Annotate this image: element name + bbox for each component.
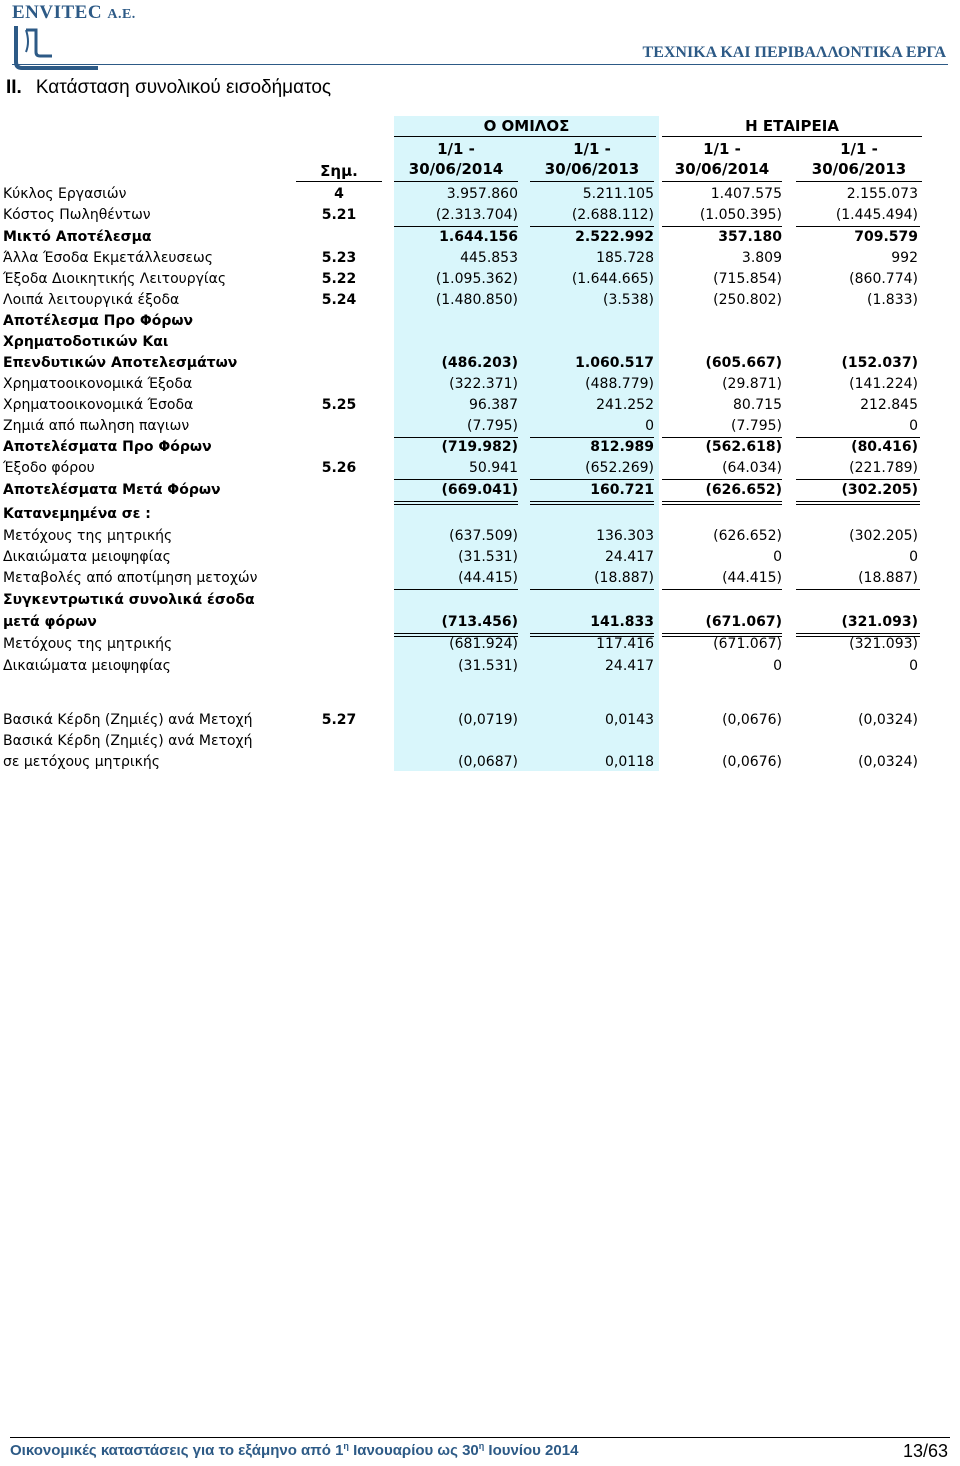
table-row (0, 710, 960, 731)
document-category: ΤΕΧΝΙΚΑ ΚΑΙ ΠΕΡΙΒΑΛΛΟΝΤΙΚΑ ΕΡΓΑ (642, 44, 946, 61)
row-value: (44.415) (722, 570, 782, 586)
row-label: Χρηματοοικονομικά Έξοδα (3, 376, 193, 392)
column-header (530, 139, 654, 179)
row-value: (0,0324) (858, 712, 918, 728)
row-value: (488.779) (585, 376, 654, 392)
column-header-line2: 30/06/2014 (408, 160, 504, 178)
row-value: (64.034) (722, 460, 782, 476)
row-value: (31.531) (458, 549, 518, 565)
row-label: Χρηματοδοτικών Και (3, 334, 169, 350)
row-value: (250.802) (713, 292, 782, 308)
row-value: 992 (891, 250, 918, 266)
column-header-line1: 1/1 - (840, 140, 878, 158)
row-value: (302.205) (841, 482, 918, 498)
row-value: (860.774) (849, 271, 918, 287)
row-value: (322.371) (449, 376, 518, 392)
row-value: (7.795) (730, 418, 782, 434)
table-row (0, 547, 960, 568)
row-note: 5.21 (321, 207, 357, 223)
row-value: (669.041) (441, 482, 518, 498)
table-row (0, 731, 960, 752)
section-number: II. (6, 77, 22, 98)
row-value: (1.480.850) (435, 292, 518, 308)
column-header-underline (530, 181, 654, 182)
row-label: Δικαιώματα μειοψηφίας (3, 658, 171, 674)
row-label: Λοιπά λειτουργικά έξοδα (3, 292, 180, 308)
row-label: σε μετόχους μητρικής (3, 754, 160, 770)
row-value: (3.538) (602, 292, 654, 308)
table-row (0, 248, 960, 269)
note-column-header: Σημ. (320, 162, 358, 180)
row-value: (671.067) (705, 614, 782, 630)
note-header-underline (296, 181, 382, 182)
row-value: 0,0118 (605, 754, 654, 770)
row-label: Αποτελέσματα Μετά Φόρων (3, 482, 221, 498)
row-value: 80.715 (733, 397, 782, 413)
group-header-underline (394, 136, 656, 137)
row-value: 50.941 (469, 460, 518, 476)
column-header-line2: 30/06/2014 (674, 160, 770, 178)
row-value: (0,0687) (458, 754, 518, 770)
footer-text: Οικονομικές καταστάσεις για το εξάμηνο από 1 (10, 1442, 344, 1459)
row-value: (719.982) (441, 439, 518, 455)
column-header (394, 139, 518, 179)
row-value: 357.180 (718, 229, 782, 245)
row-label: Μετόχους της μητρικής (3, 528, 173, 544)
row-value: (18.887) (858, 570, 918, 586)
table-row (0, 374, 960, 395)
row-label: Κατανεμημένα σε : (3, 506, 151, 522)
row-value: (2.313.704) (435, 207, 518, 223)
row-value: 241.252 (596, 397, 654, 413)
column-header-underline (796, 181, 922, 182)
row-value: (562.618) (705, 439, 782, 455)
table-row (0, 458, 960, 479)
row-value: (626.652) (713, 528, 782, 544)
row-value: 0 (909, 418, 918, 434)
row-value: 24.417 (605, 549, 654, 565)
row-value: 141.833 (590, 614, 654, 630)
table-row (0, 568, 960, 589)
row-value: (2.688.112) (571, 207, 654, 223)
row-value: (31.531) (458, 658, 518, 674)
row-value: (44.415) (458, 570, 518, 586)
row-value: 1.407.575 (710, 186, 782, 202)
row-value: (80.416) (851, 439, 918, 455)
row-value: (1.050.395) (699, 207, 782, 223)
table-row (0, 416, 960, 437)
company-name (12, 2, 136, 24)
row-value: (0,0676) (722, 754, 782, 770)
row-value: 96.387 (469, 397, 518, 413)
row-label: Έξοδα Διοικητικής Λειτουργίας (3, 271, 227, 287)
row-value: 0 (909, 549, 918, 565)
row-value: (1.095.362) (435, 271, 518, 287)
column-header-line2: 30/06/2013 (811, 160, 907, 178)
row-label: Συγκεντρωτικά συνολικά έσοδα (3, 592, 255, 608)
row-value: (29.871) (722, 376, 782, 392)
row-note: 5.27 (321, 712, 357, 728)
row-label: Χρηματοοικονομικά Έσοδα (3, 397, 194, 413)
row-label: Κύκλος Εργασιών (3, 186, 127, 202)
row-value: 1.060.517 (575, 355, 654, 371)
column-header-line1: 1/1 - (573, 140, 611, 158)
table-row (0, 269, 960, 290)
footer-superscript: η (478, 1441, 485, 1451)
column-header-underline (394, 181, 518, 182)
row-value: (713.456) (441, 614, 518, 630)
table-row (0, 205, 960, 226)
group-header-underline (662, 136, 922, 137)
row-value: 2.522.992 (575, 229, 654, 245)
footer-title (10, 1441, 578, 1459)
table-row (0, 184, 960, 205)
row-value: (671.067) (713, 636, 782, 652)
row-value: 136.303 (596, 528, 654, 544)
row-label: Μετόχους της μητρικής (3, 636, 173, 652)
total-underline (796, 501, 920, 502)
page-number: 13/63 (902, 1441, 948, 1461)
row-value: 1.644.156 (439, 229, 518, 245)
row-note: 5.24 (321, 292, 357, 308)
footer-divider (10, 1437, 950, 1438)
row-value: 445.853 (460, 250, 518, 266)
row-value: 0 (645, 418, 654, 434)
row-label: Ζημιά από πωληση παγιων (3, 418, 190, 434)
table-row (0, 612, 960, 633)
row-value: 0,0143 (605, 712, 654, 728)
row-value: (626.652) (705, 482, 782, 498)
row-value: (1.644.665) (571, 271, 654, 287)
column-header-line1: 1/1 - (703, 140, 741, 158)
section-title-text: Κατάσταση συνολικού εισοδήματος (35, 77, 332, 98)
row-value: (141.224) (849, 376, 918, 392)
row-value: (715.854) (713, 271, 782, 287)
table-row (0, 752, 960, 773)
company-name-text: ENVITEC (12, 2, 103, 23)
total-underline (530, 501, 654, 502)
row-note: 4 (334, 186, 344, 202)
column-header-underline (662, 181, 782, 182)
column-header (796, 139, 922, 179)
table-row (0, 227, 960, 248)
row-value: (18.887) (594, 570, 654, 586)
row-label: μετά φόρων (3, 614, 97, 630)
row-value: 3.957.860 (446, 186, 518, 202)
row-value: (7.795) (466, 418, 518, 434)
row-value: (652.269) (585, 460, 654, 476)
row-value: 185.728 (596, 250, 654, 266)
column-header (662, 139, 782, 179)
group-header-company: Η ΕΤΑΙΡΕΙΑ (745, 117, 839, 135)
table-row (0, 480, 960, 501)
row-label: Αποτελέσματα Προ Φόρων (3, 439, 212, 455)
row-value: (321.093) (849, 636, 918, 652)
row-label: Δικαιώματα μειοψηφίας (3, 549, 171, 565)
table-row (0, 353, 960, 374)
row-value: 0 (773, 658, 782, 674)
row-value: 24.417 (605, 658, 654, 674)
row-value: (605.667) (705, 355, 782, 371)
row-value: 0 (909, 658, 918, 674)
row-value: 212.845 (860, 397, 918, 413)
row-value: 3.809 (741, 250, 782, 266)
table-row (0, 437, 960, 458)
row-label: Μεταβολές από αποτίμηση μετοχών (3, 570, 258, 586)
column-header-line2: 30/06/2013 (544, 160, 640, 178)
row-value: (681.924) (449, 636, 518, 652)
table-row (0, 590, 960, 611)
table-row (0, 395, 960, 416)
row-value: (321.093) (841, 614, 918, 630)
row-value: 2.155.073 (846, 186, 918, 202)
row-label: Βασικά Κέρδη (Ζημιές) ανά Μετοχή (3, 712, 253, 728)
row-value: (0,0324) (858, 754, 918, 770)
row-note: 5.26 (321, 460, 357, 476)
row-value: (486.203) (441, 355, 518, 371)
row-value: (0,0719) (458, 712, 518, 728)
table-row (0, 311, 960, 332)
row-value: 0 (773, 549, 782, 565)
row-value: (1.833) (866, 292, 918, 308)
table-row (0, 634, 960, 655)
table-row (0, 526, 960, 547)
row-label: Βασικά Κέρδη (Ζημιές) ανά Μετοχή (3, 733, 253, 749)
row-value: 5.211.105 (582, 186, 654, 202)
row-value: (637.509) (449, 528, 518, 544)
total-underline (662, 501, 782, 502)
row-note: 5.23 (321, 250, 357, 266)
row-label: Επενδυτικών Αποτελεσμάτων (3, 355, 238, 371)
footer-text: Ιουνίου 2014 (484, 1442, 579, 1459)
company-suffix: Α.Ε. (107, 7, 136, 22)
row-label: Μικτό Αποτέλεσμα (3, 229, 152, 245)
row-label: Κόστος Πωληθέντων (3, 207, 151, 223)
table-row (0, 504, 960, 525)
footer-superscript: η (343, 1441, 349, 1451)
row-value: 709.579 (854, 229, 918, 245)
table-row (0, 656, 960, 677)
row-label: Άλλα Έσοδα Εκμετάλλευσεως (3, 250, 213, 266)
row-label: Έξοδο φόρου (3, 460, 95, 476)
row-note: 5.22 (321, 271, 357, 287)
footer-text: Ιανουαρίου ως 30 (348, 1442, 479, 1459)
header-divider (12, 64, 948, 65)
table-row (0, 290, 960, 311)
group-header-group: Ο ΟΜΙΛΟΣ (483, 117, 570, 135)
column-header-line1: 1/1 - (437, 140, 475, 158)
row-value: (302.205) (849, 528, 918, 544)
row-value: 117.416 (596, 636, 654, 652)
row-value: 812.989 (590, 439, 654, 455)
row-value: (221.789) (849, 460, 918, 476)
row-value: 160.721 (590, 482, 654, 498)
total-underline (394, 501, 518, 502)
row-value: (152.037) (841, 355, 918, 371)
row-label: Αποτέλεσμα Προ Φόρων (3, 313, 194, 329)
section-title (6, 77, 331, 99)
table-row (0, 332, 960, 353)
row-value: (0,0676) (722, 712, 782, 728)
row-value: (1.445.494) (835, 207, 918, 223)
row-note: 5.25 (321, 397, 357, 413)
